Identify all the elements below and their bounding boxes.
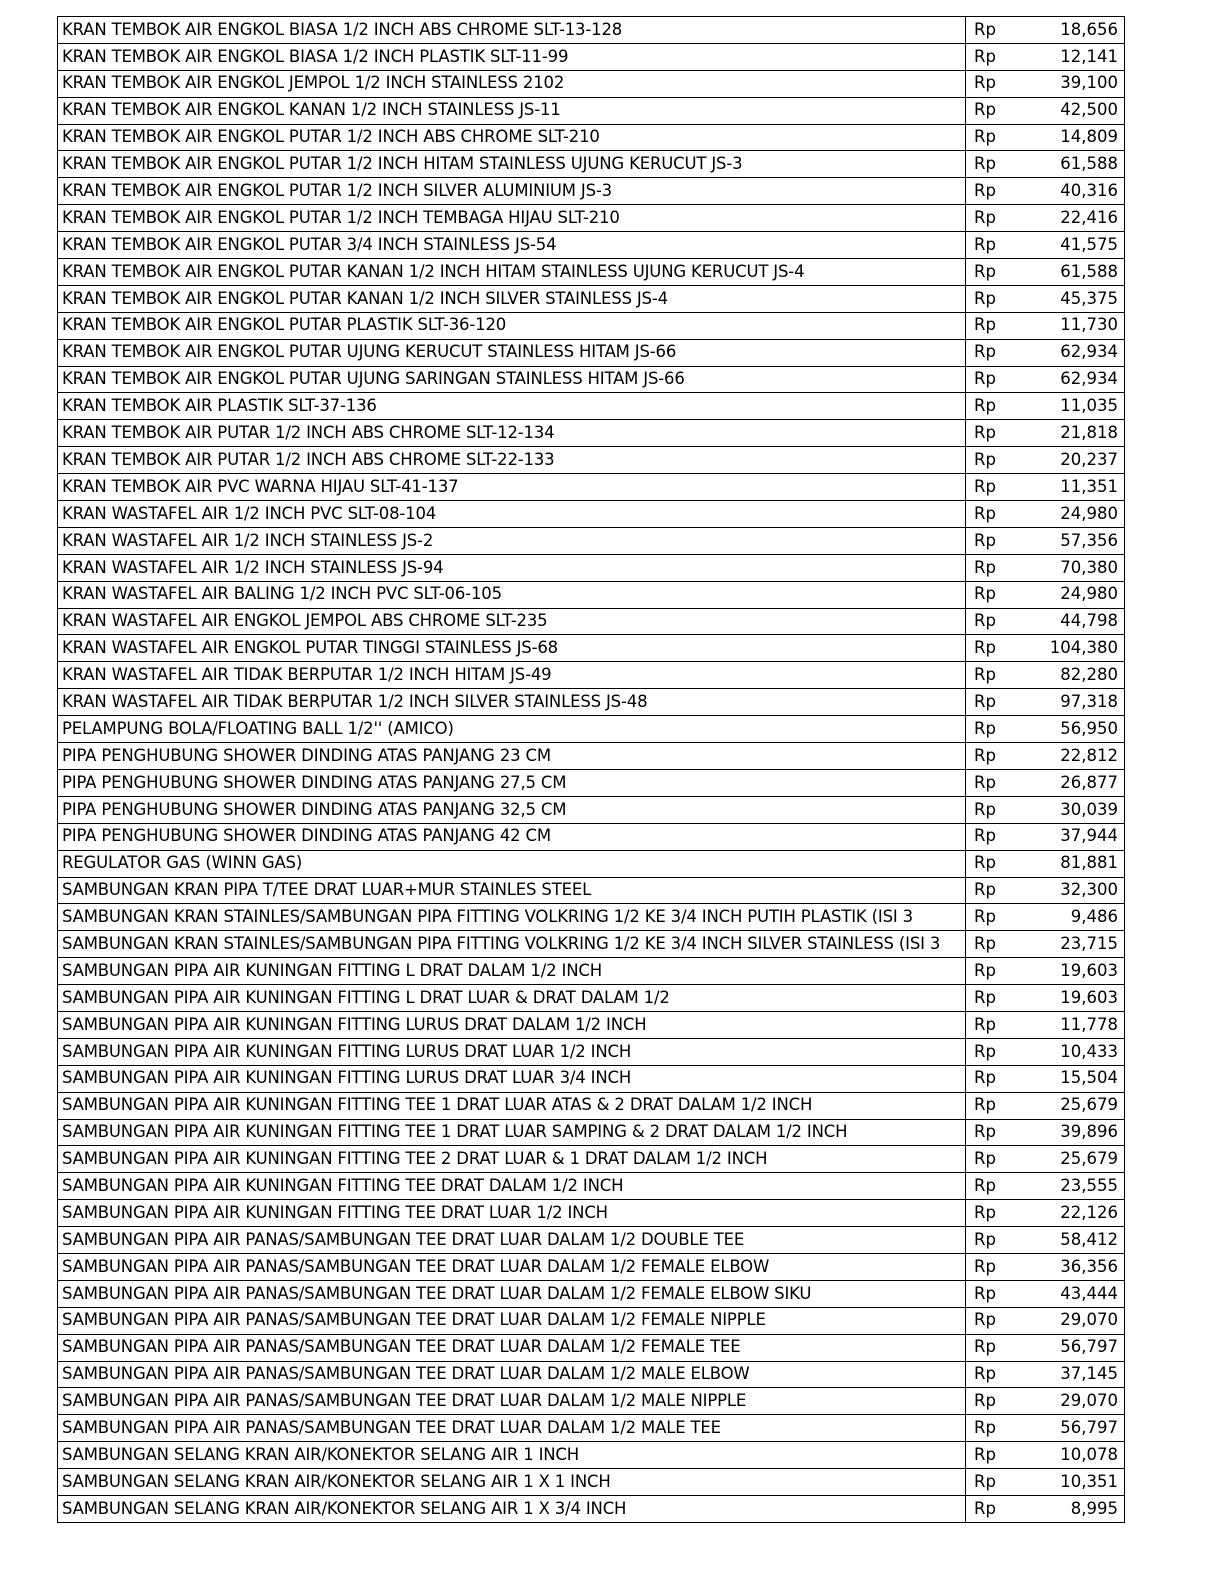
- table-row: [58, 259, 1125, 286]
- product-name-cell: KRAN TEMBOK AIR ENGKOL PUTAR 1/2 INCH ABS CHROME SLT-210: [58, 124, 966, 151]
- price-cell: 22,812: [1018, 743, 1125, 770]
- product-name-cell: PIPA PENGHUBUNG SHOWER DINDING ATAS PANJANG 27,5 CM: [58, 769, 966, 796]
- product-name-cell: KRAN TEMBOK AIR PVC WARNA HIJAU SLT-41-137: [58, 474, 966, 501]
- table-row: [58, 1146, 1125, 1173]
- price-cell: 15,504: [1018, 1065, 1125, 1092]
- currency-cell: Rp: [966, 1065, 1019, 1092]
- product-name-cell: SAMBUNGAN PIPA AIR PANAS/SAMBUNGAN TEE DRAT LUAR DALAM 1/2 FEMALE NIPPLE: [58, 1307, 966, 1334]
- price-cell: 29,070: [1018, 1307, 1125, 1334]
- product-name-cell: PIPA PENGHUBUNG SHOWER DINDING ATAS PANJANG 23 CM: [58, 743, 966, 770]
- currency-cell: Rp: [966, 474, 1019, 501]
- currency-cell: Rp: [966, 1173, 1019, 1200]
- currency-cell: Rp: [966, 527, 1019, 554]
- price-cell: 11,730: [1018, 312, 1125, 339]
- price-cell: 39,896: [1018, 1119, 1125, 1146]
- product-name-cell: KRAN WASTAFEL AIR BALING 1/2 INCH PVC SLT-06-105: [58, 581, 966, 608]
- table-row: [58, 877, 1125, 904]
- price-cell: 58,412: [1018, 1227, 1125, 1254]
- price-cell: 45,375: [1018, 285, 1125, 312]
- table-row: [58, 1334, 1125, 1361]
- currency-cell: Rp: [966, 985, 1019, 1012]
- currency-cell: Rp: [966, 635, 1019, 662]
- currency-cell: Rp: [966, 393, 1019, 420]
- table-row: [58, 1200, 1125, 1227]
- table-row: [58, 850, 1125, 877]
- table-row: [58, 1361, 1125, 1388]
- table-row: [58, 1092, 1125, 1119]
- table-row: [58, 608, 1125, 635]
- product-name-cell: SAMBUNGAN PIPA AIR KUNINGAN FITTING LURUS DRAT LUAR 1/2 INCH: [58, 1038, 966, 1065]
- currency-cell: Rp: [966, 743, 1019, 770]
- price-cell: 18,656: [1018, 17, 1125, 44]
- table-row: [58, 796, 1125, 823]
- price-cell: 10,078: [1018, 1442, 1125, 1469]
- currency-cell: Rp: [966, 70, 1019, 97]
- price-cell: 14,809: [1018, 124, 1125, 151]
- currency-cell: Rp: [966, 1011, 1019, 1038]
- price-cell: 37,944: [1018, 823, 1125, 850]
- price-cell: 23,715: [1018, 931, 1125, 958]
- currency-cell: Rp: [966, 259, 1019, 286]
- product-name-cell: SAMBUNGAN PIPA AIR KUNINGAN FITTING TEE DRAT LUAR 1/2 INCH: [58, 1200, 966, 1227]
- product-name-cell: SAMBUNGAN PIPA AIR PANAS/SAMBUNGAN TEE DRAT LUAR DALAM 1/2 MALE TEE: [58, 1415, 966, 1442]
- table-row: [58, 1227, 1125, 1254]
- table-row: [58, 43, 1125, 70]
- product-name-cell: KRAN TEMBOK AIR ENGKOL PUTAR KANAN 1/2 INCH HITAM STAINLESS UJUNG KERUCUT JS-4: [58, 259, 966, 286]
- price-cell: 22,416: [1018, 205, 1125, 232]
- product-name-cell: SAMBUNGAN KRAN STAINLES/SAMBUNGAN PIPA FITTING VOLKRING 1/2 KE 3/4 INCH PUTIH PLASTIK (ISI 3: [58, 904, 966, 931]
- currency-cell: Rp: [966, 124, 1019, 151]
- table-row: [58, 1119, 1125, 1146]
- currency-cell: Rp: [966, 850, 1019, 877]
- product-name-cell: SAMBUNGAN KRAN PIPA T/TEE DRAT LUAR+MUR STAINLES STEEL: [58, 877, 966, 904]
- table-row: [58, 743, 1125, 770]
- product-name-cell: PIPA PENGHUBUNG SHOWER DINDING ATAS PANJANG 42 CM: [58, 823, 966, 850]
- currency-cell: Rp: [966, 581, 1019, 608]
- table-row: [58, 554, 1125, 581]
- currency-cell: Rp: [966, 178, 1019, 205]
- currency-cell: Rp: [966, 1253, 1019, 1280]
- table-row: [58, 958, 1125, 985]
- table-row: [58, 1065, 1125, 1092]
- table-row: [58, 904, 1125, 931]
- currency-cell: Rp: [966, 1495, 1019, 1522]
- currency-cell: Rp: [966, 1388, 1019, 1415]
- price-cell: 26,877: [1018, 769, 1125, 796]
- product-name-cell: SAMBUNGAN PIPA AIR KUNINGAN FITTING TEE 2 DRAT LUAR & 1 DRAT DALAM 1/2 INCH: [58, 1146, 966, 1173]
- product-name-cell: SAMBUNGAN PIPA AIR KUNINGAN FITTING TEE 1 DRAT LUAR ATAS & 2 DRAT DALAM 1/2 INCH: [58, 1092, 966, 1119]
- currency-cell: Rp: [966, 1227, 1019, 1254]
- currency-cell: Rp: [966, 339, 1019, 366]
- table-row: [58, 17, 1125, 44]
- currency-cell: Rp: [966, 1280, 1019, 1307]
- currency-cell: Rp: [966, 608, 1019, 635]
- table-row: [58, 70, 1125, 97]
- product-name-cell: KRAN TEMBOK AIR ENGKOL PUTAR PLASTIK SLT-36-120: [58, 312, 966, 339]
- price-cell: 44,798: [1018, 608, 1125, 635]
- price-cell: 42,500: [1018, 97, 1125, 124]
- price-cell: 19,603: [1018, 958, 1125, 985]
- product-name-cell: PELAMPUNG BOLA/FLOATING BALL 1/2'' (AMICO): [58, 716, 966, 743]
- price-cell: 29,070: [1018, 1388, 1125, 1415]
- currency-cell: Rp: [966, 1038, 1019, 1065]
- currency-cell: Rp: [966, 931, 1019, 958]
- currency-cell: Rp: [966, 1307, 1019, 1334]
- price-cell: 36,356: [1018, 1253, 1125, 1280]
- product-name-cell: KRAN TEMBOK AIR PUTAR 1/2 INCH ABS CHROME SLT-22-133: [58, 447, 966, 474]
- product-name-cell: SAMBUNGAN PIPA AIR KUNINGAN FITTING LURUS DRAT DALAM 1/2 INCH: [58, 1011, 966, 1038]
- table-row: [58, 1469, 1125, 1496]
- currency-cell: Rp: [966, 769, 1019, 796]
- table-row: [58, 1011, 1125, 1038]
- price-cell: 97,318: [1018, 689, 1125, 716]
- table-row: [58, 931, 1125, 958]
- currency-cell: Rp: [966, 285, 1019, 312]
- product-name-cell: KRAN TEMBOK AIR ENGKOL PUTAR 1/2 INCH TEMBAGA HIJAU SLT-210: [58, 205, 966, 232]
- price-cell: 82,280: [1018, 662, 1125, 689]
- product-name-cell: SAMBUNGAN PIPA AIR PANAS/SAMBUNGAN TEE DRAT LUAR DALAM 1/2 FEMALE ELBOW SIKU: [58, 1280, 966, 1307]
- price-cell: 57,356: [1018, 527, 1125, 554]
- table-row: [58, 1415, 1125, 1442]
- price-cell: 25,679: [1018, 1092, 1125, 1119]
- table-row: [58, 393, 1125, 420]
- price-cell: 25,679: [1018, 1146, 1125, 1173]
- product-name-cell: SAMBUNGAN KRAN STAINLES/SAMBUNGAN PIPA FITTING VOLKRING 1/2 KE 3/4 INCH SILVER STAINLESS (ISI 3: [58, 931, 966, 958]
- currency-cell: Rp: [966, 447, 1019, 474]
- price-cell: 10,433: [1018, 1038, 1125, 1065]
- product-name-cell: SAMBUNGAN PIPA AIR KUNINGAN FITTING LURUS DRAT LUAR 3/4 INCH: [58, 1065, 966, 1092]
- table-row: [58, 151, 1125, 178]
- table-row: [58, 1173, 1125, 1200]
- product-name-cell: SAMBUNGAN PIPA AIR PANAS/SAMBUNGAN TEE DRAT LUAR DALAM 1/2 FEMALE TEE: [58, 1334, 966, 1361]
- product-name-cell: SAMBUNGAN SELANG KRAN AIR/KONEKTOR SELANG AIR 1 X 3/4 INCH: [58, 1495, 966, 1522]
- table-row: [58, 312, 1125, 339]
- table-row: [58, 527, 1125, 554]
- currency-cell: Rp: [966, 151, 1019, 178]
- table-row: [58, 1442, 1125, 1469]
- table-row: [58, 447, 1125, 474]
- currency-cell: Rp: [966, 958, 1019, 985]
- currency-cell: Rp: [966, 662, 1019, 689]
- price-cell: 19,603: [1018, 985, 1125, 1012]
- currency-cell: Rp: [966, 17, 1019, 44]
- product-name-cell: KRAN WASTAFEL AIR ENGKOL JEMPOL ABS CHROME SLT-235: [58, 608, 966, 635]
- product-name-cell: SAMBUNGAN PIPA AIR KUNINGAN FITTING L DRAT DALAM 1/2 INCH: [58, 958, 966, 985]
- product-name-cell: KRAN WASTAFEL AIR 1/2 INCH STAINLESS JS-94: [58, 554, 966, 581]
- price-cell: 24,980: [1018, 501, 1125, 528]
- currency-cell: Rp: [966, 232, 1019, 259]
- price-cell: 61,588: [1018, 259, 1125, 286]
- price-cell: 56,797: [1018, 1334, 1125, 1361]
- table-row: [58, 581, 1125, 608]
- product-name-cell: KRAN TEMBOK AIR ENGKOL BIASA 1/2 INCH ABS CHROME SLT-13-128: [58, 17, 966, 44]
- price-cell: 70,380: [1018, 554, 1125, 581]
- table-row: [58, 205, 1125, 232]
- price-list-body: [58, 17, 1125, 1523]
- table-row: [58, 124, 1125, 151]
- product-name-cell: KRAN TEMBOK AIR ENGKOL PUTAR UJUNG KERUCUT STAINLESS HITAM JS-66: [58, 339, 966, 366]
- currency-cell: Rp: [966, 716, 1019, 743]
- table-row: [58, 1280, 1125, 1307]
- currency-cell: Rp: [966, 366, 1019, 393]
- table-row: [58, 635, 1125, 662]
- product-name-cell: KRAN TEMBOK AIR ENGKOL BIASA 1/2 INCH PLASTIK SLT-11-99: [58, 43, 966, 70]
- currency-cell: Rp: [966, 796, 1019, 823]
- currency-cell: Rp: [966, 205, 1019, 232]
- product-name-cell: SAMBUNGAN PIPA AIR KUNINGAN FITTING TEE DRAT DALAM 1/2 INCH: [58, 1173, 966, 1200]
- product-name-cell: SAMBUNGAN PIPA AIR PANAS/SAMBUNGAN TEE DRAT LUAR DALAM 1/2 MALE NIPPLE: [58, 1388, 966, 1415]
- table-row: [58, 769, 1125, 796]
- price-cell: 40,316: [1018, 178, 1125, 205]
- price-cell: 37,145: [1018, 1361, 1125, 1388]
- price-cell: 39,100: [1018, 70, 1125, 97]
- price-cell: 61,588: [1018, 151, 1125, 178]
- currency-cell: Rp: [966, 1119, 1019, 1146]
- product-name-cell: KRAN TEMBOK AIR ENGKOL KANAN 1/2 INCH STAINLESS JS-11: [58, 97, 966, 124]
- price-cell: 43,444: [1018, 1280, 1125, 1307]
- product-name-cell: SAMBUNGAN PIPA AIR KUNINGAN FITTING TEE 1 DRAT LUAR SAMPING & 2 DRAT DALAM 1/2 INCH: [58, 1119, 966, 1146]
- product-name-cell: KRAN WASTAFEL AIR 1/2 INCH STAINLESS JS-2: [58, 527, 966, 554]
- currency-cell: Rp: [966, 1415, 1019, 1442]
- currency-cell: Rp: [966, 43, 1019, 70]
- currency-cell: Rp: [966, 554, 1019, 581]
- table-row: [58, 1495, 1125, 1522]
- currency-cell: Rp: [966, 1469, 1019, 1496]
- table-row: [58, 1253, 1125, 1280]
- currency-cell: Rp: [966, 501, 1019, 528]
- price-cell: 11,035: [1018, 393, 1125, 420]
- product-name-cell: PIPA PENGHUBUNG SHOWER DINDING ATAS PANJANG 32,5 CM: [58, 796, 966, 823]
- price-cell: 62,934: [1018, 366, 1125, 393]
- price-cell: 41,575: [1018, 232, 1125, 259]
- product-name-cell: KRAN TEMBOK AIR ENGKOL PUTAR KANAN 1/2 INCH SILVER STAINLESS JS-4: [58, 285, 966, 312]
- table-row: [58, 689, 1125, 716]
- table-row: [58, 501, 1125, 528]
- table-row: [58, 474, 1125, 501]
- table-row: [58, 420, 1125, 447]
- currency-cell: Rp: [966, 1146, 1019, 1173]
- price-cell: 62,934: [1018, 339, 1125, 366]
- table-row: [58, 97, 1125, 124]
- table-row: [58, 1307, 1125, 1334]
- product-name-cell: KRAN WASTAFEL AIR ENGKOL PUTAR TINGGI STAINLESS JS-68: [58, 635, 966, 662]
- price-cell: 104,380: [1018, 635, 1125, 662]
- table-row: [58, 232, 1125, 259]
- price-cell: 23,555: [1018, 1173, 1125, 1200]
- price-cell: 11,778: [1018, 1011, 1125, 1038]
- currency-cell: Rp: [966, 420, 1019, 447]
- product-name-cell: SAMBUNGAN PIPA AIR PANAS/SAMBUNGAN TEE DRAT LUAR DALAM 1/2 DOUBLE TEE: [58, 1227, 966, 1254]
- currency-cell: Rp: [966, 1092, 1019, 1119]
- price-cell: 81,881: [1018, 850, 1125, 877]
- table-row: [58, 662, 1125, 689]
- currency-cell: Rp: [966, 1200, 1019, 1227]
- currency-cell: Rp: [966, 823, 1019, 850]
- table-row: [58, 1388, 1125, 1415]
- product-name-cell: KRAN TEMBOK AIR PLASTIK SLT-37-136: [58, 393, 966, 420]
- price-cell: 56,950: [1018, 716, 1125, 743]
- product-name-cell: KRAN TEMBOK AIR PUTAR 1/2 INCH ABS CHROME SLT-12-134: [58, 420, 966, 447]
- price-cell: 21,818: [1018, 420, 1125, 447]
- price-cell: 12,141: [1018, 43, 1125, 70]
- table-row: [58, 716, 1125, 743]
- price-cell: 22,126: [1018, 1200, 1125, 1227]
- product-name-cell: KRAN TEMBOK AIR ENGKOL PUTAR UJUNG SARINGAN STAINLESS HITAM JS-66: [58, 366, 966, 393]
- table-row: [58, 1038, 1125, 1065]
- currency-cell: Rp: [966, 877, 1019, 904]
- price-cell: 30,039: [1018, 796, 1125, 823]
- table-row: [58, 985, 1125, 1012]
- table-row: [58, 285, 1125, 312]
- table-row: [58, 823, 1125, 850]
- price-cell: 9,486: [1018, 904, 1125, 931]
- currency-cell: Rp: [966, 1334, 1019, 1361]
- product-name-cell: KRAN TEMBOK AIR ENGKOL JEMPOL 1/2 INCH STAINLESS 2102: [58, 70, 966, 97]
- price-cell: 32,300: [1018, 877, 1125, 904]
- product-name-cell: KRAN WASTAFEL AIR TIDAK BERPUTAR 1/2 INCH HITAM JS-49: [58, 662, 966, 689]
- currency-cell: Rp: [966, 904, 1019, 931]
- product-name-cell: KRAN TEMBOK AIR ENGKOL PUTAR 3/4 INCH STAINLESS JS-54: [58, 232, 966, 259]
- price-cell: 10,351: [1018, 1469, 1125, 1496]
- price-cell: 24,980: [1018, 581, 1125, 608]
- currency-cell: Rp: [966, 689, 1019, 716]
- currency-cell: Rp: [966, 312, 1019, 339]
- table-row: [58, 178, 1125, 205]
- currency-cell: Rp: [966, 1361, 1019, 1388]
- currency-cell: Rp: [966, 1442, 1019, 1469]
- table-row: [58, 366, 1125, 393]
- product-name-cell: SAMBUNGAN SELANG KRAN AIR/KONEKTOR SELANG AIR 1 INCH: [58, 1442, 966, 1469]
- product-name-cell: SAMBUNGAN PIPA AIR PANAS/SAMBUNGAN TEE DRAT LUAR DALAM 1/2 FEMALE ELBOW: [58, 1253, 966, 1280]
- product-name-cell: SAMBUNGAN SELANG KRAN AIR/KONEKTOR SELANG AIR 1 X 1 INCH: [58, 1469, 966, 1496]
- product-name-cell: REGULATOR GAS (WINN GAS): [58, 850, 966, 877]
- price-cell: 8,995: [1018, 1495, 1125, 1522]
- price-cell: 20,237: [1018, 447, 1125, 474]
- product-name-cell: KRAN TEMBOK AIR ENGKOL PUTAR 1/2 INCH SILVER ALUMINIUM JS-3: [58, 178, 966, 205]
- product-name-cell: SAMBUNGAN PIPA AIR KUNINGAN FITTING L DRAT LUAR & DRAT DALAM 1/2: [58, 985, 966, 1012]
- product-name-cell: SAMBUNGAN PIPA AIR PANAS/SAMBUNGAN TEE DRAT LUAR DALAM 1/2 MALE ELBOW: [58, 1361, 966, 1388]
- currency-cell: Rp: [966, 97, 1019, 124]
- price-cell: 56,797: [1018, 1415, 1125, 1442]
- product-name-cell: KRAN TEMBOK AIR ENGKOL PUTAR 1/2 INCH HITAM STAINLESS UJUNG KERUCUT JS-3: [58, 151, 966, 178]
- price-cell: 11,351: [1018, 474, 1125, 501]
- price-list-table: [57, 16, 1125, 1523]
- table-row: [58, 339, 1125, 366]
- product-name-cell: KRAN WASTAFEL AIR TIDAK BERPUTAR 1/2 INCH SILVER STAINLESS JS-48: [58, 689, 966, 716]
- product-name-cell: KRAN WASTAFEL AIR 1/2 INCH PVC SLT-08-104: [58, 501, 966, 528]
